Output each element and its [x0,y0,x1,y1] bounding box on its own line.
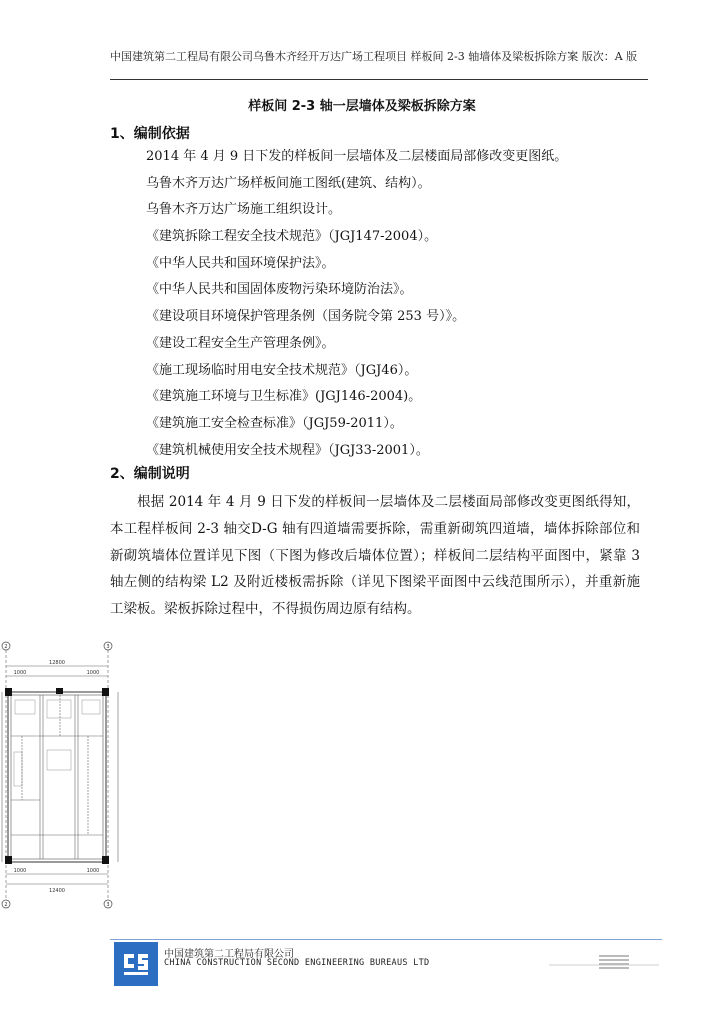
basis-item: 《建筑机械使用安全技术规程》（JGJ33-2001）。 [146,442,429,458]
dimension-label: 1000 [13,670,27,676]
dimension-label: 12400 [49,888,65,894]
basis-item: 《建设工程安全生产管理条例》。 [146,335,335,351]
basis-item: 《施工现场临时用电安全技术规范》（JGJ46）。 [146,362,418,378]
dimension-label: 1000 [13,868,27,874]
section-heading-basis: 1、编制依据 [110,126,190,142]
axis-label: 3 [106,644,110,650]
dimension-label: 12800 [49,660,65,666]
footer-company-cn: 中国建筑第二工程局有限公司 [164,949,294,960]
description-paragraph: 根据 2014 年 4 月 9 日下发的样板间一层墙体及二层楼面局部修改变更图纸得知，本工程样板间 2-3 轴交D-G 轴有四道墙需要拆除，需重新砌筑四道墙，墙体拆除部位和新砌筑墙体位置详见下图（下图为修改后墙体位置）；样板间二层结构平面图中，紧靠 3 轴左侧的结构梁 L2 及附近楼板需拆除（详见下图梁平面图中云线范围所示），并重新施工梁板。梁板拆除过程中，不得损伤周边原有结构。 [110,494,640,618]
cscec-logo-icon [114,942,158,986]
basis-list [146,147,567,467]
header-rule [110,79,648,80]
axis-label: 2 [4,902,8,908]
basis-item: 《建筑施工安全检查标准》（JGJ59-2011）。 [146,415,403,431]
axis-label: 3 [106,902,110,908]
basis-item: 《建筑拆除工程安全技术规范》（JGJ147-2004）。 [146,229,438,245]
dimension-label: 1000 [86,868,100,874]
basis-item: 乌鲁木齐万达广场样板间施工图纸(建筑、结构）。 [146,175,431,191]
footer-stripes-icon [549,952,659,972]
page-header: 中国建筑第二工程局有限公司乌鲁木齐经开万达广场工程项目 样板间 2-3 轴墙体及梁板拆除方案 版次：A 版 [110,50,638,63]
basis-item: 乌鲁木齐万达广场施工组织设计。 [146,202,342,218]
floor-plan-drawing [0,640,130,910]
basis-item: 《中华人民共和国环境保护法》。 [146,255,335,271]
footer-rule [110,939,662,940]
dimension-label: 1000 [86,670,100,676]
basis-item: 《建设项目环境保护管理条例（国务院令第 253 号）》。 [146,309,466,325]
footer-company-en: CHINA CONSTRUCTION SECOND ENGINEERING BUREAUS LTD [164,958,430,968]
document-title: 样板间 2-3 轴一层墙体及梁板拆除方案 [248,99,476,114]
axis-label: 2 [4,644,8,650]
basis-item: 《中华人民共和国固体废物污染环境防治法》。 [146,282,413,298]
basis-item: 《建筑施工环境与卫生标准》(JGJ146-2004)。 [146,389,422,405]
section-heading-description: 2、编制说明 [110,466,190,482]
basis-item: 2014 年 4 月 9 日下发的样板间一层墙体及二层楼面局部修改变更图纸。 [146,149,568,164]
